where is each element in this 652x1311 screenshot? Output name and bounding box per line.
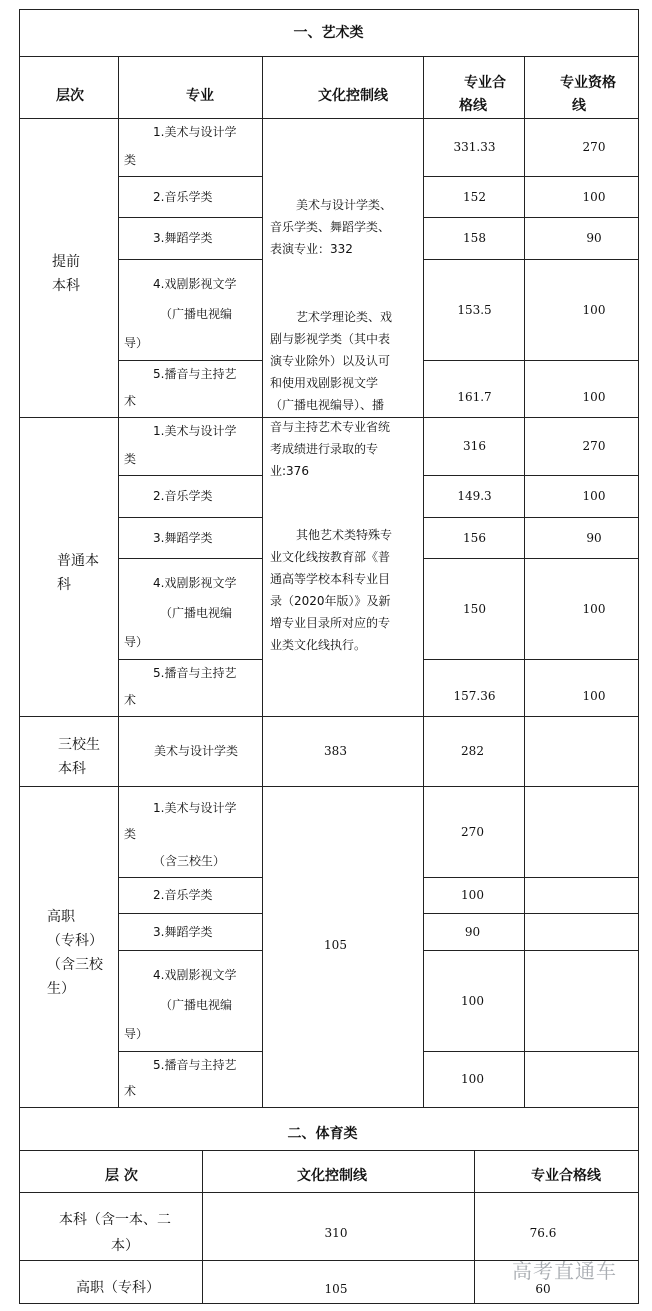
level-cell: （含三校 — [47, 957, 103, 973]
major-cell: 5.播音与主持艺 — [153, 666, 237, 680]
culture-note-text: 音乐学类、舞蹈学类、 — [270, 220, 391, 234]
pass-line-value: 161.7 — [457, 390, 492, 404]
row-rule — [118, 558, 262, 559]
major-cell: 3.舞蹈学类 — [153, 231, 213, 245]
row-rule — [118, 517, 262, 518]
row-rule — [423, 659, 639, 660]
header-rule — [19, 118, 639, 119]
culture-note-text: 业类文化线执行。 — [270, 638, 367, 652]
major-cell: 导） — [124, 336, 149, 351]
row-rule — [423, 217, 639, 218]
culture-value: 105 — [324, 1282, 348, 1296]
major-cell: 导） — [124, 635, 149, 650]
major-cell: 类 — [124, 153, 137, 167]
qual-line-value: 100 — [582, 601, 606, 616]
major-cell: 2.音乐学类 — [153, 189, 213, 204]
culture-note-text: 表演专业：332 — [270, 242, 353, 256]
row-rule — [423, 558, 639, 559]
pass-line-value: 157.36 — [453, 689, 496, 703]
level-cell: 高职 — [47, 909, 75, 925]
pass-line-value: 153.5 — [457, 302, 492, 317]
major-cell: （广播电视编 — [160, 605, 233, 620]
header-qual-line: 专业资格 — [560, 75, 616, 91]
row-rule — [423, 360, 639, 361]
pass-line-value: 60 — [535, 1282, 551, 1296]
pass-line-value: 331.33 — [453, 140, 496, 154]
major-cell: 4.戏剧影视文学 — [153, 968, 237, 982]
header-rule — [19, 56, 639, 57]
row-rule — [118, 877, 262, 878]
qual-line-value: 90 — [586, 231, 602, 245]
level-cell: 本） — [111, 1238, 139, 1254]
row-rule — [118, 1051, 262, 1052]
culture-note-text: 业文化线按教育部《普 — [270, 550, 391, 564]
major-cell: 导） — [124, 1027, 149, 1042]
culture-value: 383 — [324, 744, 347, 758]
row-rule — [423, 475, 639, 476]
row-rule — [423, 176, 639, 177]
pass-line-value: 149.3 — [457, 489, 492, 503]
major-cell: 3.舞蹈学类 — [153, 530, 213, 545]
row-rule — [118, 176, 262, 177]
culture-note-text: 通高等学校本科专业目 — [270, 572, 391, 586]
major-cell: 1.美术与设计学 — [153, 125, 237, 139]
pass-line-value: 152 — [463, 189, 486, 204]
major-cell: 3.舞蹈学类 — [153, 924, 213, 939]
major-cell: （含三校生） — [153, 853, 226, 868]
pass-line-value: 270 — [461, 824, 484, 839]
section-title: 一、艺术类 — [293, 25, 364, 41]
major-cell: （广播电视编 — [160, 997, 233, 1012]
major-cell: 5.播音与主持艺 — [153, 367, 237, 381]
culture-note-text: 艺术学理论类、戏 — [296, 310, 393, 324]
row-rule — [118, 913, 262, 914]
row-rule — [423, 950, 639, 951]
major-cell: 4.戏剧影视文学 — [153, 277, 237, 291]
major-cell: 1.美术与设计学 — [153, 424, 237, 438]
level-cell: （专科） — [47, 933, 103, 949]
culture-note-text: 录（2020年版）》及新 — [270, 594, 391, 608]
pass-line-value: 76.6 — [529, 1226, 557, 1240]
major-cell: 美术与设计学类 — [154, 744, 239, 758]
major-cell: 1.美术与设计学 — [153, 801, 237, 815]
culture-note-text: （广播电视编导）、播 — [270, 398, 385, 412]
level-cell: 三校生 — [58, 737, 100, 753]
qual-line-value: 100 — [582, 489, 606, 503]
header-level: 层 次 — [105, 1168, 138, 1184]
pass-line-value: 156 — [463, 530, 486, 545]
major-cell: 4.戏剧影视文学 — [153, 576, 237, 590]
culture-note-text: 业:376 — [270, 464, 309, 478]
header-rule — [19, 1150, 639, 1151]
header-qual-line: 线 — [572, 98, 586, 114]
pass-line-value: 150 — [463, 601, 486, 616]
header-pass-line: 专业合 — [464, 75, 506, 91]
pass-line-value: 316 — [463, 439, 486, 453]
header-culture: 文化控制线 — [297, 1168, 367, 1184]
major-cell: 类 — [124, 452, 137, 466]
pass-line-value: 282 — [461, 744, 484, 758]
qual-line-value: 270 — [582, 439, 606, 453]
row-rule — [19, 1192, 639, 1193]
level-cell: 普通本 — [57, 553, 99, 569]
section-title: 二、体育类 — [287, 1126, 358, 1142]
qual-line-value: 100 — [582, 189, 606, 204]
culture-note-text: 音与主持艺术专业省统 — [270, 420, 391, 434]
level-cell: 本科 — [58, 761, 86, 777]
qual-line-value: 270 — [582, 140, 606, 154]
pass-line-value: 90 — [464, 924, 481, 939]
watermark: 高考直通车 — [512, 1259, 617, 1283]
culture-note-text: 和使用戏剧影视文学 — [270, 376, 379, 390]
culture-note-text: 美术与设计学类、 — [296, 198, 393, 212]
culture-note-text: 考成绩进行录取的专 — [270, 442, 379, 456]
culture-note-text: 剧与影视学类（其中表 — [270, 332, 391, 346]
row-rule — [423, 913, 639, 914]
pass-line-value: 100 — [461, 1072, 484, 1086]
row-rule — [423, 877, 639, 878]
level-cell: 提前 — [52, 254, 80, 270]
pass-line-value: 100 — [461, 993, 484, 1008]
row-rule — [423, 1051, 639, 1052]
table-border-left — [19, 9, 20, 1107]
major-cell: 2.音乐学类 — [153, 888, 213, 902]
major-cell: 术 — [124, 394, 137, 408]
row-rule — [118, 259, 262, 260]
qual-line-value: 100 — [582, 390, 606, 404]
header-pass-line: 专业合格线 — [531, 1168, 601, 1184]
row-rule — [118, 217, 262, 218]
level-cell: 本科（含一本、二 — [59, 1212, 171, 1228]
group-rule — [19, 786, 639, 787]
header-major: 专业 — [186, 88, 214, 104]
row-rule — [118, 659, 262, 660]
group-rule — [19, 1107, 639, 1108]
level-cell: 本科 — [52, 278, 80, 294]
qual-line-value: 90 — [586, 530, 602, 545]
table-border-bottom — [19, 1303, 639, 1304]
row-rule — [118, 950, 262, 951]
culture-value: 310 — [324, 1226, 348, 1240]
culture-note-text: 增专业目录所对应的专 — [270, 616, 391, 630]
qual-line-value: 100 — [582, 302, 606, 317]
level-cell: 科 — [57, 577, 71, 593]
pass-line-value: 100 — [461, 888, 484, 902]
row-rule — [423, 259, 639, 260]
group-rule — [19, 716, 639, 717]
level-cell: 生） — [47, 981, 75, 997]
table-border-top — [19, 9, 639, 10]
pass-line-value: 158 — [463, 231, 486, 245]
culture-note-text: 演专业除外）以及认可 — [270, 354, 391, 368]
major-cell: 术 — [124, 693, 137, 707]
header-level: 层次 — [56, 88, 84, 104]
major-cell: （广播电视编 — [160, 306, 233, 321]
header-culture: 文化控制线 — [318, 88, 388, 104]
major-cell: 术 — [124, 1084, 137, 1098]
culture-note-text: 其他艺术类特殊专 — [296, 528, 393, 542]
header-pass-line: 格线 — [459, 98, 487, 114]
row-rule — [423, 517, 639, 518]
level-cell: 高职（专科） — [76, 1280, 160, 1296]
qual-line-value: 100 — [582, 689, 606, 703]
row-rule — [118, 360, 262, 361]
major-cell: 5.播音与主持艺 — [153, 1058, 237, 1072]
row-rule — [118, 475, 262, 476]
major-cell: 2.音乐学类 — [153, 489, 213, 503]
major-cell: 类 — [124, 827, 137, 842]
culture-value: 105 — [324, 938, 347, 952]
